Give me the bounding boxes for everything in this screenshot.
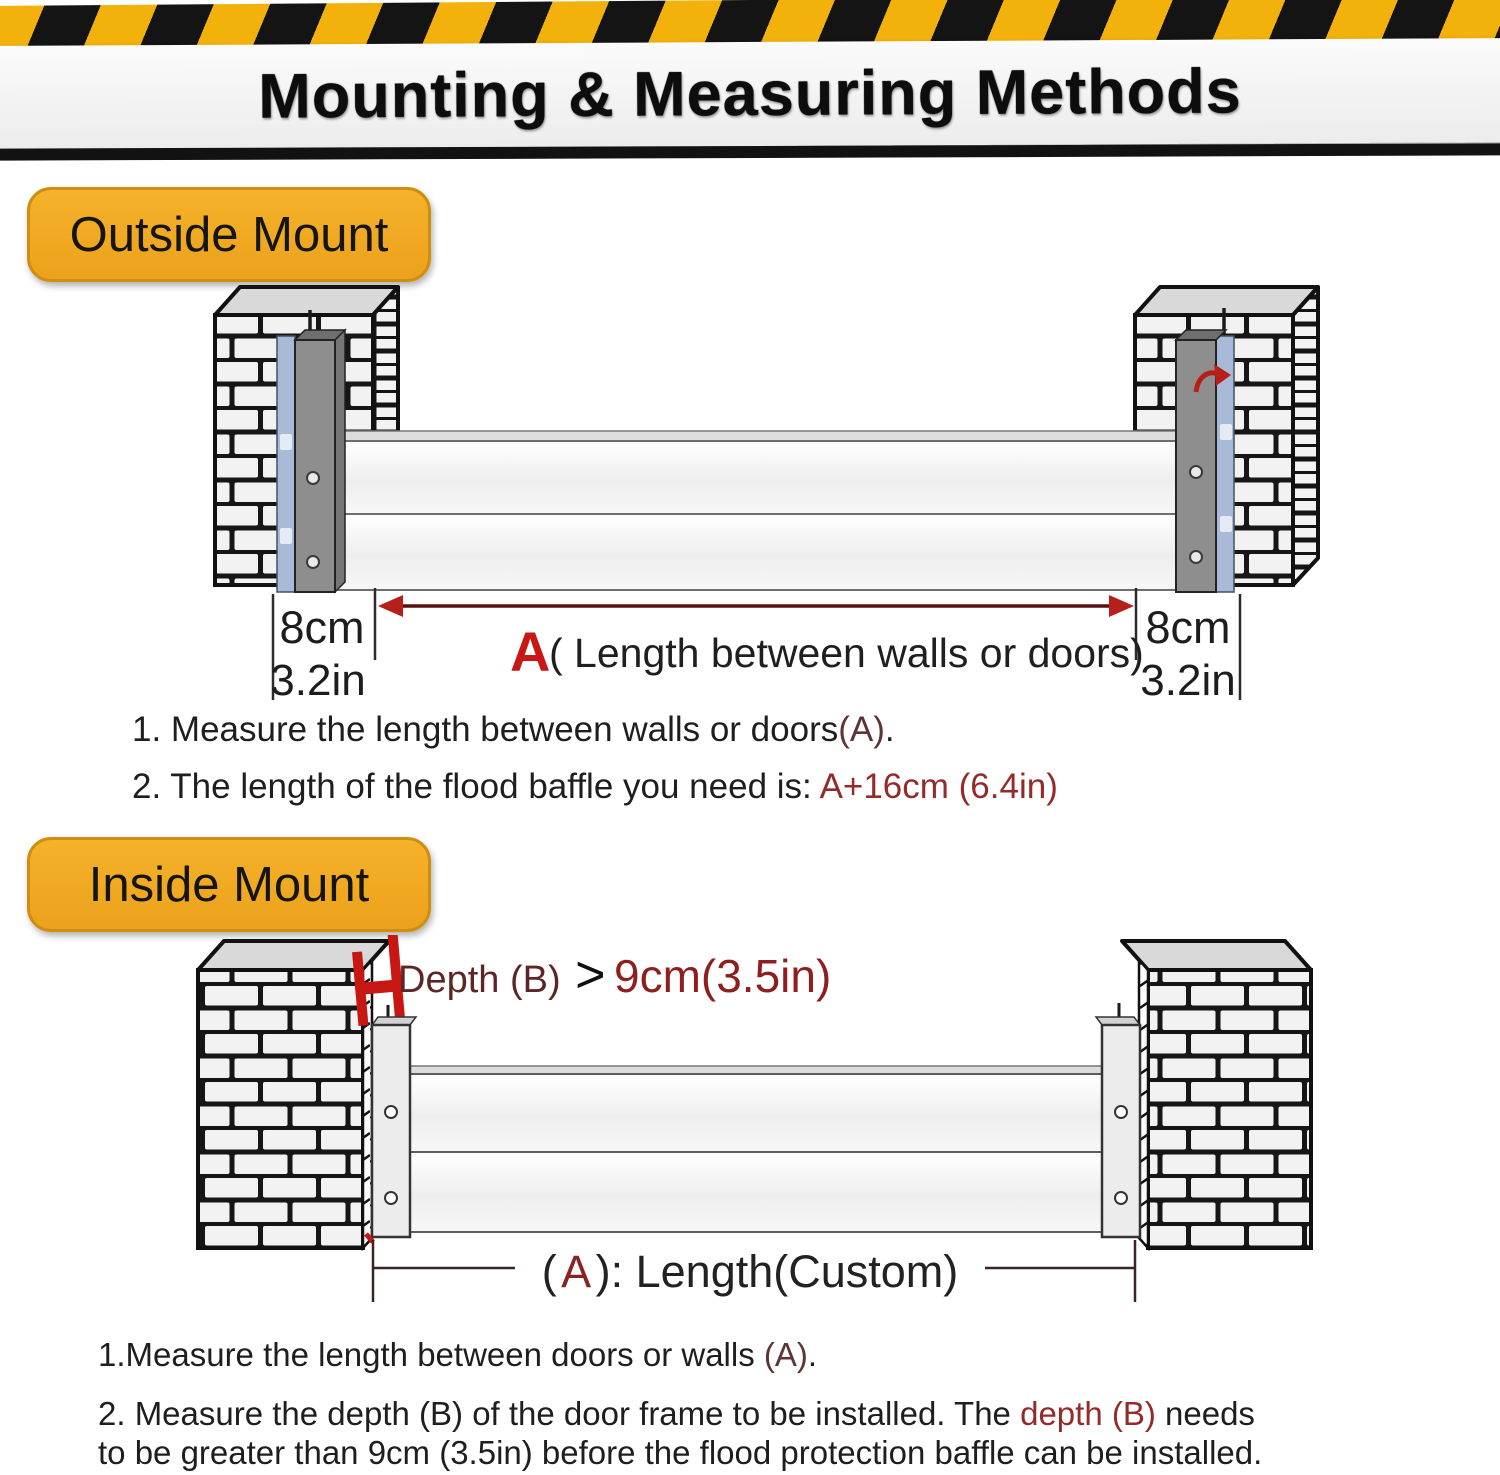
inside-mount-badge: Inside Mount	[27, 837, 431, 932]
inside-mount-diagram	[0, 935, 1500, 1307]
title-banner	[0, 38, 1500, 150]
screw-hole	[385, 1106, 397, 1118]
depth-label: Depth (B) > 9cm(3.5in)	[398, 946, 832, 1004]
screw-hole	[307, 556, 319, 568]
screw-hole	[385, 1192, 397, 1204]
outside-left-bracket	[277, 310, 345, 592]
seal-notch	[280, 528, 292, 544]
screw-hole	[1115, 1192, 1127, 1204]
dimension-a-description: ( Length between walls or doors)	[549, 630, 1144, 676]
arrowhead-left	[378, 595, 403, 617]
channel-bar	[1102, 1025, 1140, 1237]
outside-step-1: 1. Measure the length between walls or doors(A).	[132, 710, 895, 749]
length-label: ( A ): Length(Custom)	[541, 1246, 959, 1297]
channel-bar	[295, 340, 335, 592]
right-offset-cm: 8cm	[1145, 602, 1231, 653]
screw-hole	[1190, 466, 1202, 478]
inside-step-2-line-1: 2. Measure the depth (B) of the door frame to be installed. The depth (B) needs	[98, 1394, 1255, 1432]
seal-notch	[280, 434, 292, 450]
seal-notch	[1220, 424, 1232, 440]
channel-bar	[372, 1025, 410, 1237]
seal-strip	[277, 336, 295, 592]
screw-hole	[1115, 1106, 1127, 1118]
inside-left-bracket	[366, 1005, 416, 1242]
outside-dimension	[270, 588, 1240, 705]
arrowhead-right	[1109, 595, 1134, 617]
inside-dimension	[373, 1240, 1135, 1302]
outside-step-2: 2. The length of the flood baffle you need is: A+16cm (6.4in)	[132, 767, 1058, 806]
outside-flood-barrier	[334, 431, 1180, 590]
left-offset-in: 3.2in	[270, 656, 366, 705]
inside-step-2-line-2: to be greater than 9cm (3.5in) before the flood protection baffle can be installed.	[98, 1433, 1263, 1471]
inside-right-bracket	[1096, 1003, 1140, 1237]
left-offset-cm: 8cm	[279, 602, 365, 653]
outside-mount-badge: Outside Mount	[27, 187, 431, 282]
inside-mount-steps	[98, 1336, 1262, 1473]
dimension-a-letter: A	[510, 620, 551, 683]
inside-right-pillar	[1122, 941, 1311, 1248]
outside-mount-diagram	[0, 280, 1500, 710]
inside-flood-barrier	[410, 1066, 1102, 1232]
screw-hole	[307, 472, 319, 484]
outside-mount-steps	[132, 712, 1058, 826]
inside-step-1: 1.Measure the length between doors or walls (A).	[98, 1336, 818, 1373]
outside-right-bracket	[1176, 308, 1234, 592]
page-title: Mounting & Measuring Methods	[258, 56, 1242, 132]
right-offset-in: 3.2in	[1140, 656, 1236, 705]
seal-notch	[1220, 516, 1232, 532]
screw-hole	[1190, 551, 1202, 563]
